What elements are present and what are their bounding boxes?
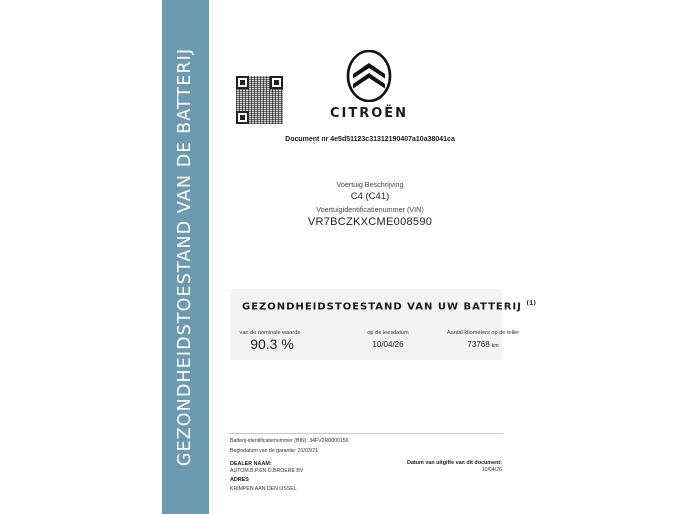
- certificate-page: [162, 0, 537, 514]
- address-value: KRIMPEN AAN DEN IJSSEL: [230, 486, 297, 492]
- qr-code: [236, 76, 283, 124]
- mileage-unit: km: [491, 343, 499, 349]
- dealer-label: DEALER NAAM:: [230, 461, 272, 467]
- mileage-column: [447, 321, 519, 339]
- document-number: Document nr 4e5d51123c31312190407a10a38041ca: [285, 136, 455, 143]
- read-date-label: op de leesdatum: [367, 330, 409, 336]
- read-date-value: 10/04/26: [372, 340, 404, 349]
- mileage-number: 73768: [467, 340, 490, 349]
- address-label: ADRES: [230, 477, 249, 483]
- battery-health-panel: [230, 289, 537, 360]
- brand-name: CITROËN: [329, 106, 409, 121]
- qr-finder: [236, 111, 249, 124]
- mileage-value: [467, 340, 498, 349]
- sidebar-title: GEZONDHEIDSTOESTAND VAN DE BATTERIJ: [175, 47, 195, 467]
- vehicle-description-value: C4 (C41): [350, 191, 390, 202]
- bin-line: Batterij-identificatienummer (BIN): 34FV2R0000156: [230, 438, 349, 444]
- nominal-value-label: van de nominale waarde: [239, 330, 301, 336]
- vin-label: Voertuigidentificatienummer (VIN): [316, 205, 424, 214]
- issue-date-value: 10/04/26: [481, 467, 502, 473]
- sidebar-band: [162, 0, 209, 514]
- footer-divider: [228, 433, 503, 434]
- battery-health-title: [242, 300, 536, 312]
- qr-finder: [236, 76, 249, 89]
- issue-date-label: Datum van uitgifte van dit document:: [407, 460, 502, 466]
- citroen-logo-icon: [343, 50, 395, 102]
- vehicle-description-label: Voertuig Beschrijving: [336, 180, 404, 189]
- warranty-line: Begindatum van de garantie: 31/03/21: [230, 448, 318, 454]
- dealer-name: AUTOM.B.P.EN D.BROERE BV: [230, 468, 304, 474]
- footnote-mark: (1): [526, 300, 537, 307]
- battery-health-title-text: GEZONDHEIDSTOESTAND VAN UW BATTERIJ: [242, 301, 522, 313]
- read-date-column: [367, 321, 408, 339]
- qr-finder: [270, 76, 283, 89]
- vin-value: VR7BCZKXCME008590: [307, 216, 433, 228]
- soh-value: 90.3 %: [250, 336, 294, 352]
- mileage-label: Aantal kilometers op de teller: [446, 330, 520, 336]
